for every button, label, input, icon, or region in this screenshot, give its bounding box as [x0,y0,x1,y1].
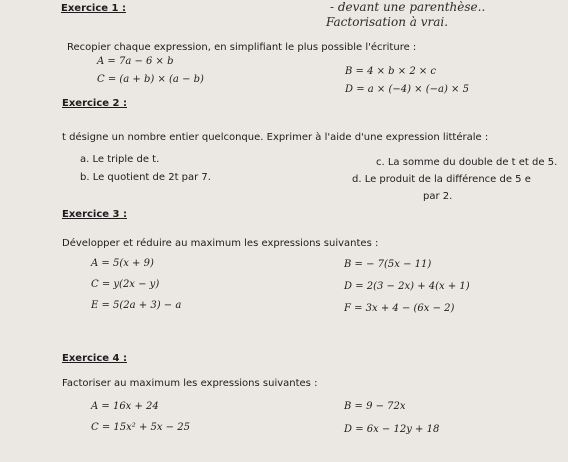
exercise-2-item-d: d. Le produit de la différence de 5 e [352,174,531,185]
exercise-2-item-a: a. Le triple de t. [80,154,160,165]
handwritten-note-2: Factorisation à vrai. [326,15,449,29]
exercise-3-expr-e: E = 5(2a + 3) − a [91,300,182,311]
exercise-2-item-d-cont: par 2. [423,191,453,202]
exercise-4-expr-d: D = 6x − 12y + 18 [344,424,440,435]
exercise-4-expr-c: C = 15x² + 5x − 25 [91,422,190,433]
exercise-2-title: Exercice 2 : [62,98,127,109]
exercise-1-expr-a: A = 7a − 6 × b [97,56,174,67]
exercise-3-expr-f: F = 3x + 4 − (6x − 2) [344,303,455,314]
exercise-1-expr-b: B = 4 × b × 2 × c [345,66,437,77]
exercise-2-item-c: c. La somme du double de t et de 5. [376,157,558,168]
exercise-1-expr-c: C = (a + b) × (a − b) [97,74,204,85]
exercise-1-title: Exercice 1 : [61,3,126,14]
exercise-3-expr-c: C = y(2x − y) [91,279,160,290]
exercise-3-expr-b: B = − 7(5x − 11) [344,259,432,270]
exercise-4-expr-a: A = 16x + 24 [91,401,159,412]
exercise-4-title: Exercice 4 : [62,353,127,364]
exercise-3-expr-d: D = 2(3 − 2x) + 4(x + 1) [344,281,470,292]
handwritten-note-1: - devant une parenthèse.. [330,0,486,14]
exercise-1-expr-d: D = a × (−4) × (−a) × 5 [345,84,469,95]
exercise-2-instruction: t désigne un nombre entier quelconque. Exprimer à l'aide d'une expression littérale : [62,132,489,143]
exercise-3-title: Exercice 3 : [62,209,127,220]
exercise-2-item-b: b. Le quotient de 2t par 7. [80,172,211,183]
exercise-3-instruction: Développer et réduire au maximum les expressions suivantes : [62,238,379,249]
exercise-4-instruction: Factoriser au maximum les expressions suivantes : [62,378,318,389]
exercise-3-expr-a: A = 5(x + 9) [91,258,154,269]
exercise-1-instruction: Recopier chaque expression, en simplifiant le plus possible l'écriture : [67,42,417,53]
exercise-4-expr-b: B = 9 − 72x [344,401,406,412]
